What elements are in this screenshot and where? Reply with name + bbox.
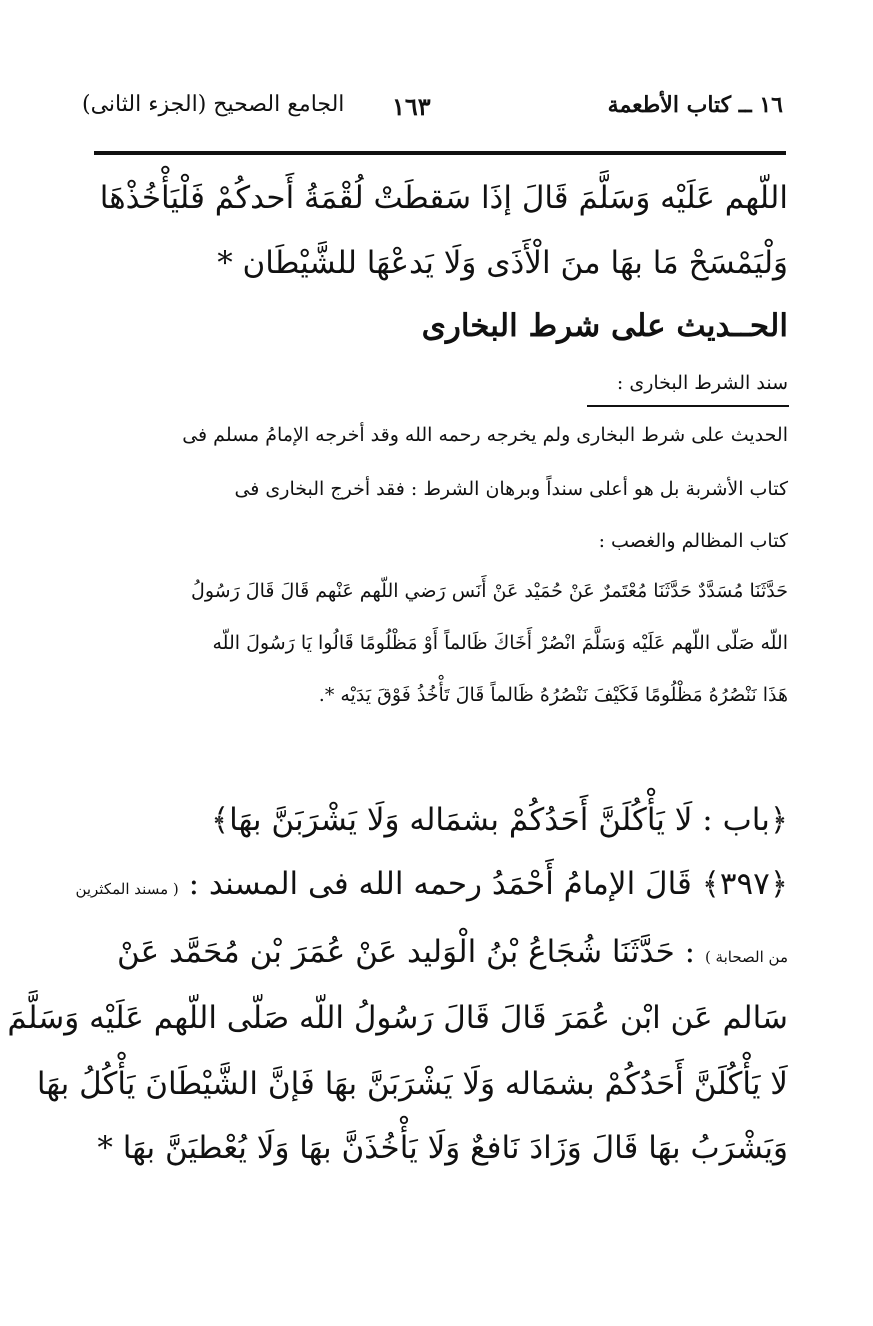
hadith-intro: ﴿٣٩٧﴾ قَالَ الإمامُ أَحْمَدُ رحمه الله فى المسند : bbox=[188, 866, 788, 902]
hadith-line: وَيَشْرَبُ بهَا قَالَ وَزَادَ نَافعٌ وَلَا يَأْخُذَنَّ بهَا وَلَا يُعْطيَنَّ بهَا * bbox=[97, 1130, 788, 1166]
header-book-title: الجامع الصحيح (الجزء الثانى) bbox=[82, 92, 345, 117]
hadith-line: لَا يَأْكُلَنَّ أَحَدُكُمْ بشمَاله وَلَا يَشْرَبَنَّ بهَا فَإنَّ الشَّيْطَانَ يَأْكُلُ بهَا bbox=[36, 1066, 788, 1102]
bab-title: ﴿باب : لَا يَأْكُلَنَّ أَحَدُكُمْ بشمَاله وَلَا يَشْرَبَنَّ بهَا﴾ bbox=[210, 802, 788, 838]
hadith-line: اللّه صَلّى اللّهم عَلَيْه وَسَلَّمَ انْصُرْ أَخَاكَ ظَالماً أَوْ مَظْلُومًا قَالُوا يَا رَسُولَ اللّه bbox=[212, 632, 788, 654]
header-divider bbox=[94, 151, 786, 155]
paragraph-line: الحديث على شرط البخارى ولم يخرجه رحمه الله وقد أخرجه الإمامُ مسلم فى bbox=[182, 424, 788, 446]
sanad-label: سند الشرط البخارى : bbox=[616, 372, 788, 394]
hadith-number-line bbox=[75, 866, 788, 902]
text-line: اللّهم عَلَيْه وَسَلَّمَ قَالَ إذَا سَقطَتْ لُقْمَةُ أَحدكُمْ فَلْيَأْخُذْهَا bbox=[99, 180, 788, 216]
musnad-note: ( مسند المكثرين bbox=[75, 880, 179, 898]
section-heading: الحــديث على شرط البخارى bbox=[421, 308, 788, 344]
header-chapter: ١٦ ــ كتاب الأطعمة bbox=[607, 92, 783, 118]
musnad-note-cont: من الصحابة ) bbox=[704, 948, 788, 966]
paragraph-line: كتاب المظالم والغصب : bbox=[598, 530, 788, 552]
hadith-line: حَدَّثَنَا مُسَدَّدٌ حَدَّثَنَا مُعْتَمرٌ عَنْ حُمَيْد عَنْ أَنَس رَضي اللّهم عَنْهم قَالَ قَالَ رَسُولُ bbox=[191, 580, 788, 602]
chain-line bbox=[117, 934, 788, 970]
sanad-underline bbox=[587, 405, 789, 407]
text-line: وَلْيَمْسَحْ مَا بهَا منَ الْأَذَى وَلَا يَدعْهَا للشَّيْطَان * bbox=[217, 245, 788, 281]
chain-text: : حَدَّثَنَا شُجَاعُ بْنُ الْوَليد عَنْ عُمَرَ بْن مُحَمَّد عَنْ bbox=[117, 934, 696, 970]
paragraph-line: كتاب الأشربة بل هو أعلى سنداً وبرهان الشرط : فقد أخرج البخارى فى bbox=[234, 478, 788, 500]
hadith-line: هَذَا نَنْصُرُهُ مَظْلُومًا فَكَيْفَ نَنْصُرُهُ ظَالماً قَالَ تَأْخُذُ فَوْقَ يَدَيْه *. bbox=[318, 684, 788, 706]
page-number: ١٦٣ bbox=[392, 92, 431, 121]
hadith-line: سَالم عَن ابْن عُمَرَ قَالَ قَالَ رَسُولُ اللّه صَلّى اللّهم عَلَيْه وَسَلَّمَ bbox=[7, 1000, 788, 1036]
